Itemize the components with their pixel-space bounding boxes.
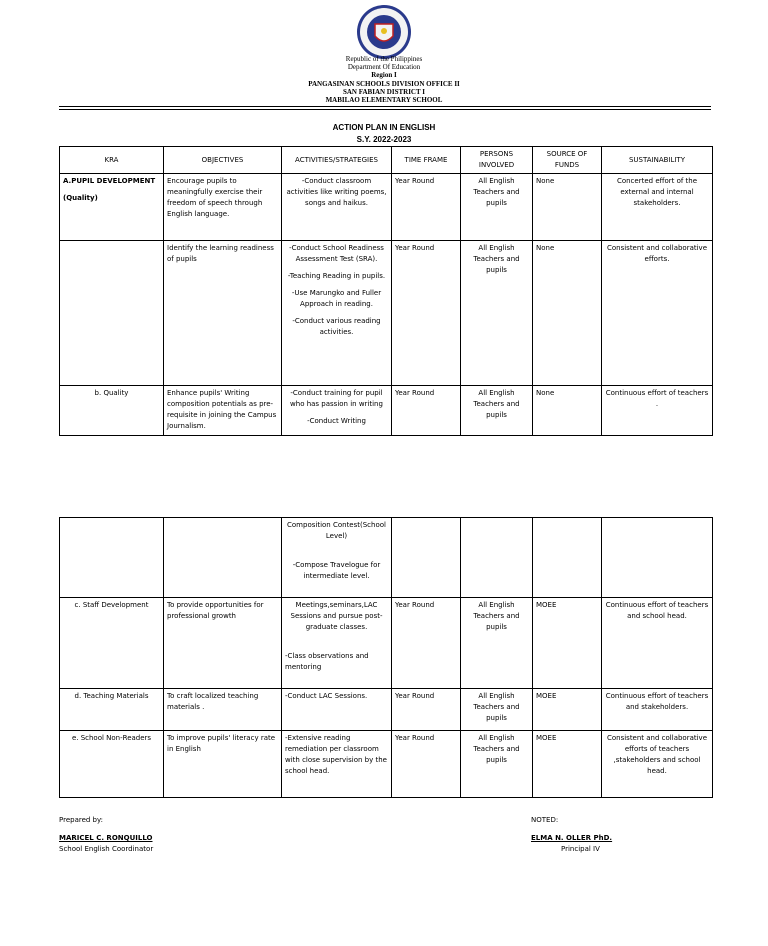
activity-cell: -Use Marungko and Fuller Approach in reading.: [291, 289, 382, 308]
persons-cell: All English Teachers and pupils: [461, 386, 533, 436]
funds-cell: MOEE: [533, 598, 602, 689]
time-cell: Year Round: [392, 731, 461, 798]
header-republic: Republic of the Philippines: [345, 55, 423, 63]
objective-cell: Identify the learning readiness of pupils: [164, 241, 282, 386]
deped-seal-logo: [356, 4, 412, 60]
funds-cell: None: [533, 386, 602, 436]
activity-cell: -Conduct School Readiness Assessment Test (SRA).: [289, 244, 384, 263]
kra-cell: d. Teaching Materials: [60, 689, 164, 731]
col-time-frame: TIME FRAME: [392, 147, 461, 174]
persons-cell: All English Teachers and pupils: [461, 598, 533, 689]
persons-cell: All English Teachers and pupils: [461, 689, 533, 731]
activity-cell: -Extensive reading remediation per classroom with close supervision by the school head.: [282, 731, 392, 798]
sustainability-cell: Consistent and collaborative efforts.: [602, 241, 713, 386]
kra-cell: c. Staff Development: [60, 598, 164, 689]
funds-cell: MOEE: [533, 689, 602, 731]
noted-name: ELMA N. OLLER PhD.: [531, 834, 613, 842]
time-cell: Year Round: [392, 386, 461, 436]
prepared-by-name: MARICEL C. RONQUILLO: [59, 834, 153, 842]
table-row: [60, 386, 713, 436]
header-school: MABILAO ELEMENTARY SCHOOL: [325, 96, 443, 104]
time-cell: Year Round: [392, 241, 461, 386]
header-rule-top: [59, 106, 711, 107]
funds-cell: [533, 518, 602, 598]
activity-cell: Composition Contest(School Level): [287, 521, 386, 540]
table-row: [60, 174, 713, 241]
table-row: [60, 598, 713, 689]
activity-cell: -Conduct training for pupil who has passion in writing: [290, 389, 383, 408]
col-sustainability: SUSTAINABILITY: [602, 147, 713, 174]
objective-cell: Encourage pupils to meaningfully exercise their freedom of speech through English language.: [164, 174, 282, 241]
kra-cell: [60, 518, 164, 598]
persons-cell: [461, 518, 533, 598]
col-objectives: OBJECTIVES: [164, 147, 282, 174]
header-region: Region I: [371, 71, 397, 79]
activity-cell: -Conduct LAC Sessions.: [282, 689, 392, 731]
school-year: S.Y. 2022-2023: [356, 135, 412, 144]
table-row: [60, 241, 713, 386]
activity-cell: -Conduct various reading activities.: [292, 317, 381, 336]
header-division: PANGASINAN SCHOOLS DIVISION OFFICE II: [308, 80, 460, 88]
sustainability-cell: Continuous effort of teachers .: [602, 386, 713, 436]
persons-cell: All English Teachers and pupils: [461, 731, 533, 798]
kra-cell: e. School Non-Readers: [60, 731, 164, 798]
noted-title: Principal IV: [561, 845, 600, 853]
funds-cell: MOEE: [533, 731, 602, 798]
kra-cell: b. Quality: [60, 386, 164, 436]
kra-sub-cell: (Quality): [63, 194, 98, 202]
header-department: Department Of Education: [347, 63, 421, 71]
prepared-by-label: Prepared by:: [59, 816, 103, 824]
sustainability-cell: Consistent and collaborative efforts of teachers ,stakeholders and school head.: [602, 731, 713, 798]
col-funds: SOURCE OF FUNDS: [533, 147, 602, 174]
activity-cell: -Class observations and mentoring: [285, 652, 369, 671]
table-row: [60, 689, 713, 731]
funds-cell: None: [533, 241, 602, 386]
objective-cell: To improve pupils' literacy rate in English: [164, 731, 282, 798]
header-district: SAN FABIAN DISTRICT I: [342, 88, 425, 96]
action-plan-table-1: [59, 146, 713, 436]
funds-cell: None: [533, 174, 602, 241]
persons-cell: All English Teachers and pupils: [461, 174, 533, 241]
prepared-by-title: School English Coordinator: [59, 845, 154, 853]
col-kra: KRA: [60, 147, 164, 174]
objective-cell: To provide opportunities for professional growth: [164, 598, 282, 689]
sustainability-cell: Concerted effort of the external and internal stakeholders.: [602, 174, 713, 241]
time-cell: Year Round: [392, 598, 461, 689]
activity-cell: -Teaching Reading in pupils.: [287, 272, 386, 280]
action-plan-table-2: [59, 517, 713, 798]
kra-cell: A.PUPIL DEVELOPMENT: [63, 177, 156, 185]
col-activities: ACTIVITIES/STRATEGIES: [282, 147, 392, 174]
objective-cell: Enhance pupils' Writing composition potentials as pre-requisite in joining the Campus Journalism.: [164, 386, 282, 436]
time-cell: Year Round: [392, 689, 461, 731]
header-rule-bottom: [59, 109, 711, 110]
sustainability-cell: Continuous effort of teachers and stakeholders.: [602, 689, 713, 731]
table-row: [60, 518, 713, 598]
time-cell: [392, 518, 461, 598]
objective-cell: [164, 518, 282, 598]
noted-label: NOTED:: [531, 816, 559, 824]
objective-cell: To craft localized teaching materials .: [164, 689, 282, 731]
time-cell: Year Round: [392, 174, 461, 241]
page-title: ACTION PLAN IN ENGLISH: [332, 123, 436, 132]
activity-cell: -Conduct Writing: [307, 417, 366, 425]
activity-cell: -Conduct classroom activities like writing poems, songs and haikus.: [286, 177, 387, 207]
sustainability-cell: [602, 518, 713, 598]
col-persons: PERSONS INVOLVED: [461, 147, 533, 174]
activity-cell: Meetings,seminars,LAC Sessions and pursue post-graduate classes.: [290, 601, 383, 631]
activity-cell: -Compose Travelogue for intermediate level.: [292, 561, 381, 580]
persons-cell: All English Teachers and pupils: [461, 241, 533, 386]
table-row: [60, 731, 713, 798]
sustainability-cell: Continuous effort of teachers and school head.: [602, 598, 713, 689]
kra-cell: [60, 241, 164, 386]
